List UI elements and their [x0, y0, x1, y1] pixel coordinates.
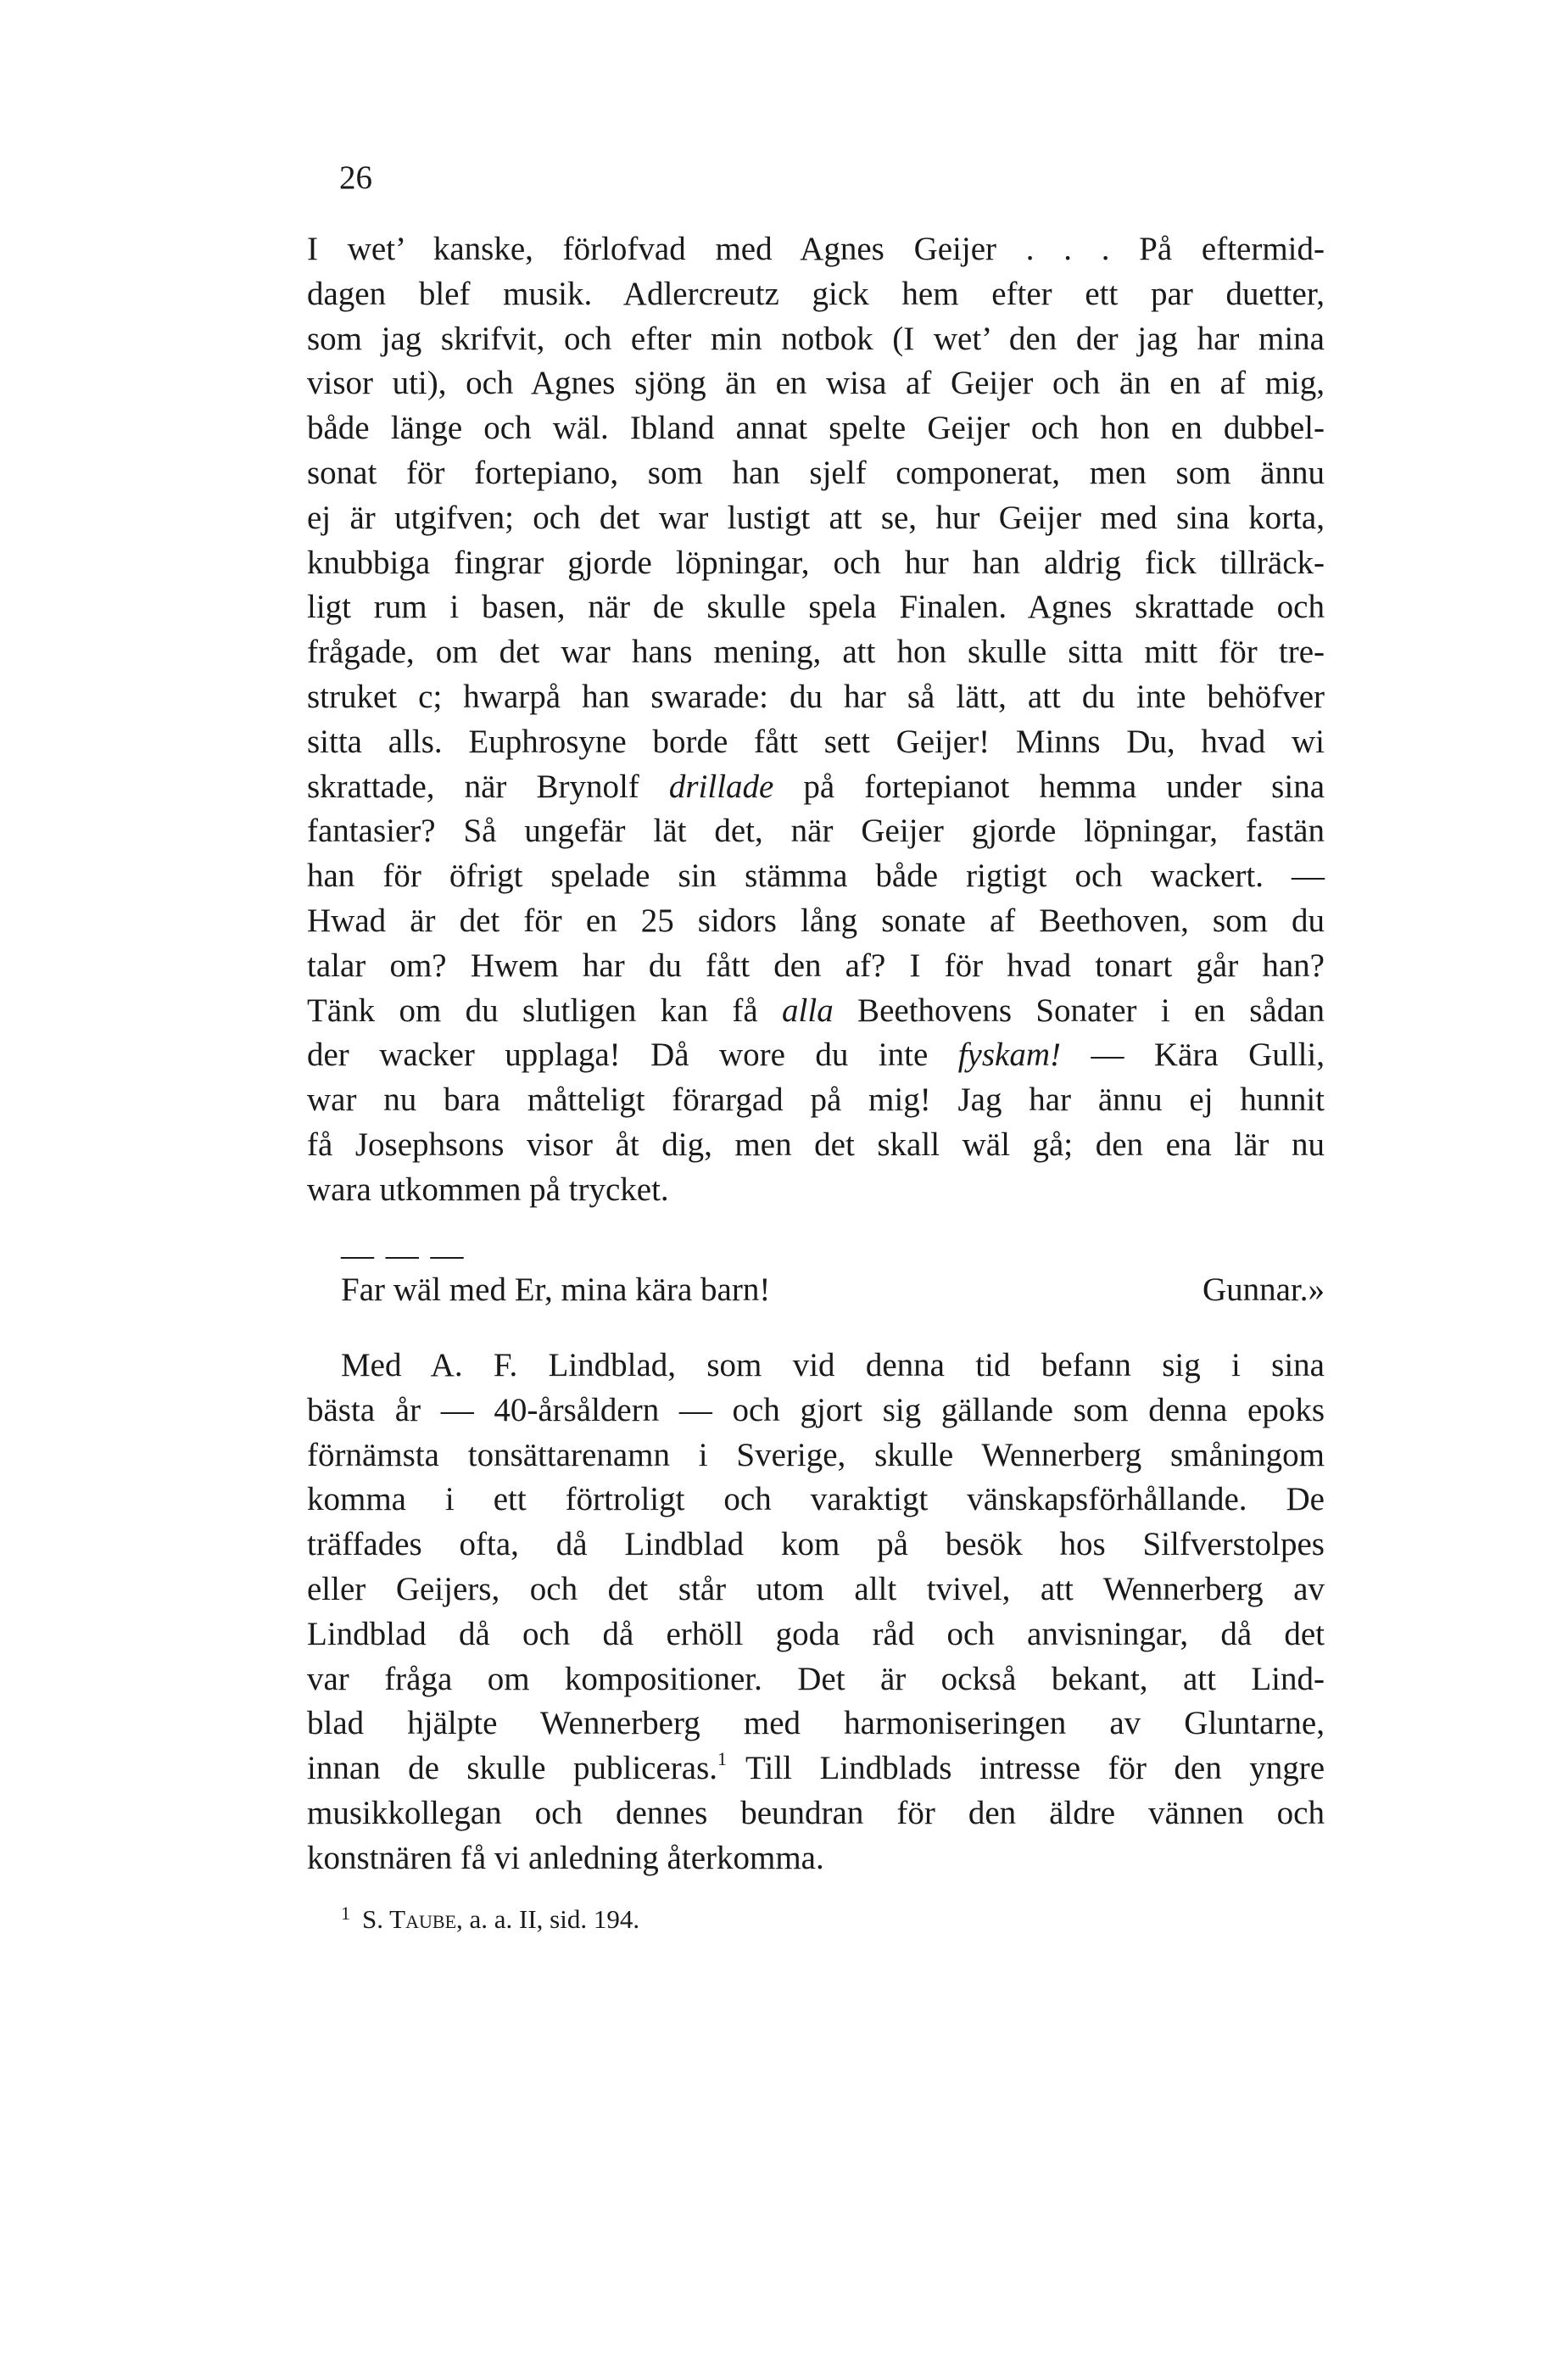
text-fragment: innan de skulle publiceras. [307, 1750, 718, 1787]
text-line: skrattade, när Brynolf drillade på fortepianot hemma under sina [307, 768, 1325, 805]
text-line: I wet’ kanske, förlofvad med Agnes Geijer . . . På eftermid- [307, 231, 1325, 267]
text-line: war nu bara måtteligt förargad på mig! Jag har ännu ej hunnit [307, 1081, 1325, 1119]
footnote-mark: 1 [341, 1903, 350, 1924]
footnote [341, 1903, 639, 1935]
section-separator: — — — [341, 1237, 466, 1273]
text-line: sitta alls. Euphrosyne borde fått sett Geijer! Minns Du, hvad wi [307, 723, 1325, 760]
letter-closing [341, 1268, 1325, 1312]
text-line: Hwad är det för en 25 sidors lång sonate af Beethoven, som du [307, 902, 1325, 939]
text-line: knubbiga fingrar gjorde löpningar, och hur han aldrig fick tillräck- [307, 544, 1325, 581]
text-line: ej är utgifven; och det war lustigt att se, hur Geijer med sina korta, [307, 499, 1325, 536]
text-line: talar om? Hwem har du fått den af? I för hvad tonart går han? [307, 947, 1325, 984]
text-line: visor uti), och Agnes sjöng än en wisa af Geijer och än en af mig, [307, 365, 1325, 402]
text-line: ligt rum i basen, när de skulle spela Finalen. Agnes skrattade och [307, 589, 1325, 626]
body-paragraph [307, 1344, 1325, 1881]
text-line: konstnären få vi anledning återkomma. [307, 1839, 824, 1876]
text-line: fantasier? Så ungefär lät det, när Geijer gjorde löpningar, fastän [307, 813, 1325, 850]
text-line: eller Geijers, och det står utom allt tvivel, att Wennerberg av [307, 1570, 1325, 1607]
text-line: var fråga om kompositioner. Det är också bekant, att Lind- [307, 1660, 1325, 1697]
text-line: sonat för fortepiano, som han sjelf componerat, men som ännu [307, 454, 1325, 491]
text-line: blad hjälpte Wennerberg med harmoniseringen av Gluntarne, [307, 1705, 1325, 1742]
text-line: som jag skrifvit, och efter min notbok (I wet’ den der jag har mina [307, 320, 1325, 357]
letter-quotation [307, 227, 1325, 1213]
page-number: 26 [339, 159, 372, 196]
text-line: han för öfrigt spelade sin stämma både rigtigt och wackert. — [307, 858, 1325, 895]
signature: Gunnar.» [1202, 1271, 1325, 1308]
text-line: struket c; hwarpå han swarade: du har så lätt, att du inte behöfver [307, 678, 1325, 715]
text-line: förnämsta tonsättarenamn i Sverige, skulle Wennerberg småningom [307, 1436, 1325, 1473]
footnote-text: , a. a. II, sid. 194. [456, 1904, 640, 1934]
text-line: bästa år — 40-årsåldern — och gjort sig gällande som denna epoks [307, 1391, 1325, 1428]
text-line: få Josephsons visor åt dig, men det skall wäl gå; den ena lär nu [307, 1126, 1325, 1163]
text-line: frågade, om det war hans mening, att hon skulle sitta mitt för tre- [307, 634, 1325, 671]
book-page [307, 0, 1325, 2358]
text-line: dagen blef musik. Adlercreutz gick hem efter ett par duetter, [307, 275, 1325, 312]
text-line: Med A. F. Lindblad, som vid denna tid befann sig i sina [341, 1347, 1325, 1383]
text-line: både länge och wäl. Ibland annat spelte Geijer och hon en dubbel- [307, 410, 1325, 447]
text-line: musikkollegan och dennes beundran för den äldre vännen och [307, 1794, 1325, 1831]
farewell-text: Far wäl med Er, mina kära barn! [341, 1271, 771, 1308]
text-line: komma i ett förtroligt och varaktigt vänskapsförhållande. De [307, 1481, 1325, 1518]
text-line: wara utkommen på trycket. [307, 1171, 669, 1208]
text-fragment: Till Lindblads intresse för den yngre [745, 1750, 1325, 1787]
text-line-with-reference [307, 1746, 1325, 1791]
text-line: Lindblad då och då erhöll goda råd och anvisningar, då det [307, 1615, 1325, 1652]
footnote-author: S. Taube [362, 1904, 457, 1934]
text-line: träffades ofta, då Lindblad kom på besök hos Silfverstolpes [307, 1526, 1325, 1563]
text-line: Tänk om du slutligen kan få alla Beethovens Sonater i en sådan [307, 992, 1325, 1029]
text-line: der wacker upplaga! Då wore du inte fyskam! — Kära Gulli, [307, 1037, 1325, 1074]
footnote-reference: 1 [717, 1748, 728, 1770]
